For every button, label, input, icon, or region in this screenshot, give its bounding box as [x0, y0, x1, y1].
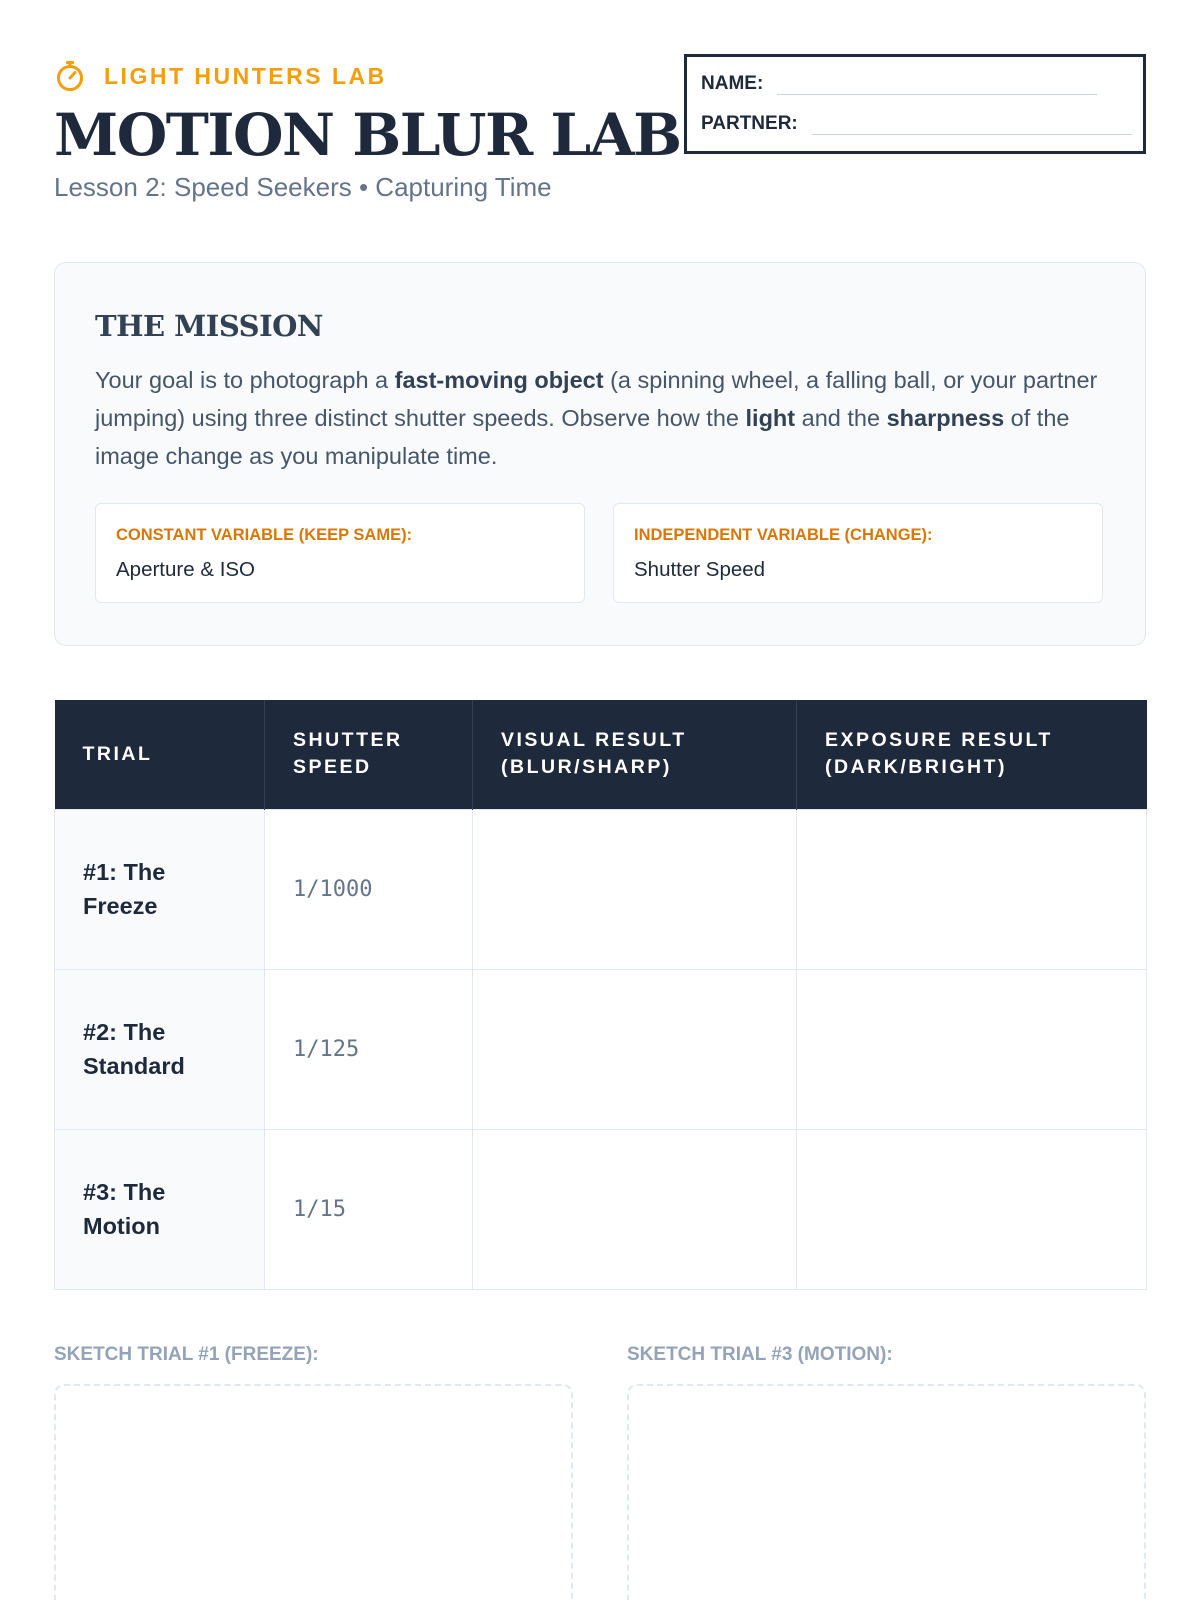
column-header-shutter-speed: SHUTTER SPEED	[265, 700, 473, 809]
sketch-label-motion: SKETCH TRIAL #3 (MOTION):	[627, 1344, 893, 1365]
brand	[54, 58, 387, 94]
visual-result-cell[interactable]	[473, 809, 797, 969]
table-row	[55, 809, 1147, 969]
shutter-speed-cell: 1/15	[265, 1129, 473, 1289]
exposure-result-cell[interactable]	[797, 809, 1147, 969]
stopwatch-icon	[54, 60, 86, 92]
constant-variable-value: Aperture & ISO	[116, 558, 256, 581]
mission-bold-object: fast-moving object	[394, 367, 604, 393]
trial-table	[54, 700, 1147, 1290]
brand-name: LIGHT HUNTERS LAB	[104, 62, 387, 89]
mission-text-part: and the	[795, 405, 887, 431]
mission-text-part: (a spinning wheel, a falling ball, or your partner jumping) using three distinct shutter speeds. Observe how the	[95, 367, 1098, 431]
independent-variable-card	[613, 503, 1103, 603]
student-id-box	[684, 54, 1146, 154]
trial-name-cell: #2: The Standard	[55, 969, 265, 1129]
name-field[interactable]	[777, 75, 1097, 95]
constant-variable-label: CONSTANT VARIABLE (KEEP SAME):	[116, 526, 413, 544]
mission-panel	[54, 262, 1146, 646]
lesson-subtitle: Lesson 2: Speed Seekers • Capturing Time	[54, 172, 552, 202]
shutter-speed-cell: 1/1000	[265, 809, 473, 969]
page-title: MOTION BLUR LAB	[54, 101, 681, 169]
name-label: NAME:	[701, 73, 764, 94]
constant-variable-card	[95, 503, 585, 603]
partner-label: PARTNER:	[701, 113, 798, 134]
visual-result-cell[interactable]	[473, 969, 797, 1129]
mission-bold-sharpness: sharpness	[886, 405, 1005, 431]
trial-name-cell: #3: The Motion	[55, 1129, 265, 1289]
mission-description	[95, 361, 1105, 475]
sketch-area-freeze[interactable]	[54, 1384, 573, 1600]
table-header-row	[55, 700, 1147, 809]
table-row	[55, 1129, 1147, 1289]
mission-text-part: Your goal is to photograph a	[95, 367, 395, 393]
mission-bold-light: light	[745, 405, 796, 431]
worksheet-header	[54, 54, 1146, 214]
column-header-visual-result: VISUAL RESULT (BLUR/SHARP)	[473, 700, 797, 809]
shutter-speed-cell: 1/125	[265, 969, 473, 1129]
independent-variable-label: INDEPENDENT VARIABLE (CHANGE):	[634, 526, 933, 544]
column-header-trial: TRIAL	[55, 700, 265, 809]
partner-row	[701, 113, 1132, 135]
sketch-area-motion[interactable]	[627, 1384, 1146, 1600]
name-row	[701, 73, 1097, 95]
partner-field[interactable]	[812, 115, 1132, 135]
sketch-label-freeze: SKETCH TRIAL #1 (FREEZE):	[54, 1344, 319, 1365]
column-header-exposure-result: EXPOSURE RESULT (DARK/BRIGHT)	[797, 700, 1147, 809]
mission-title: THE MISSION	[95, 309, 323, 343]
exposure-result-cell[interactable]	[797, 969, 1147, 1129]
exposure-result-cell[interactable]	[797, 1129, 1147, 1289]
mission-text-part: of the image change as you manipulate time.	[95, 405, 1070, 469]
table-row	[55, 969, 1147, 1129]
independent-variable-value: Shutter Speed	[634, 558, 766, 581]
trial-name-cell: #1: The Freeze	[55, 809, 265, 969]
visual-result-cell[interactable]	[473, 1129, 797, 1289]
